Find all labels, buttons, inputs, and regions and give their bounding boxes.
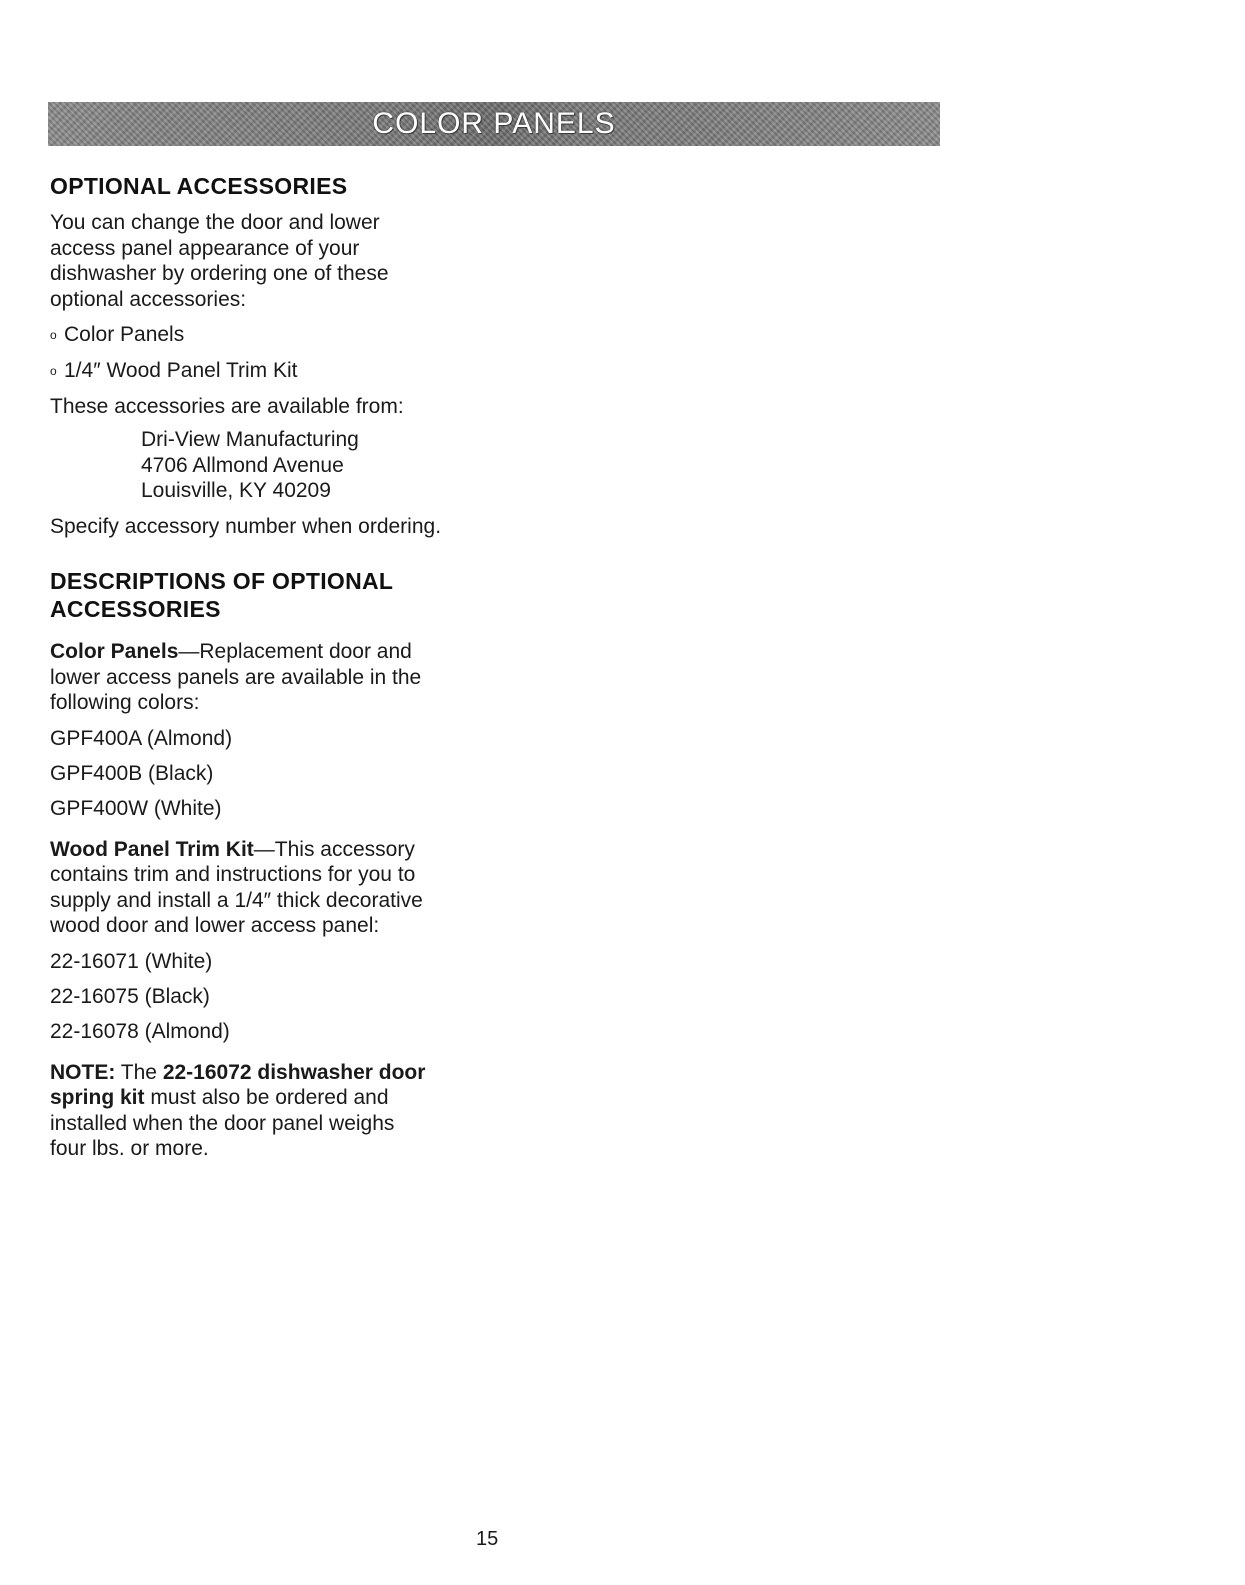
note-label: NOTE:: [50, 1060, 116, 1084]
intro-paragraph: You can change the door and lower access panel appearance of your dishwasher by ordering one of these optional accessories:: [50, 211, 389, 311]
wood-kit-label: Wood Panel Trim Kit: [50, 837, 254, 861]
spring-kit-name: spring kit: [50, 1086, 145, 1110]
page-number: 15: [476, 1528, 499, 1550]
available-from-text: These accessories are available from:: [50, 394, 404, 418]
bullet-item-color-panels: o Color Panels: [50, 323, 185, 346]
wood-kit-description: Wood Panel Trim Kit—This accessory contains trim and instructions for you to supply and install a 1/4″ thick decorative wood door and lower access panel:: [50, 837, 423, 938]
wood-kit-option-white: 22-16071 (White): [50, 949, 213, 973]
color-option-white: GPF400W (White): [50, 796, 222, 820]
wood-kit-option-almond: 22-16078 (Almond): [50, 1019, 230, 1043]
bullet-item-wood-trim-kit: o 1/4″ Wood Panel Trim Kit: [50, 358, 298, 382]
spring-kit-part-number: 22-16072 dishwasher door: [162, 1060, 426, 1084]
bullet-icon: o: [50, 363, 57, 378]
heading-optional-accessories: OPTIONAL ACCESSORIES: [50, 173, 348, 199]
color-option-black: GPF400B (Black): [50, 761, 214, 785]
content-column: [50, 172, 490, 1162]
color-panels-label: Color Panels: [50, 640, 179, 664]
color-panels-description: Color Panels—Replacement door and lower access panels are available in the following colors:: [50, 640, 422, 715]
wood-kit-option-black: 22-16075 (Black): [50, 984, 210, 1008]
color-option-almond: GPF400A (Almond): [50, 726, 233, 750]
bullet-icon: o: [50, 327, 57, 342]
note-paragraph: NOTE: The 22-16072 dishwasher door spring kit must also be ordered and installed when the door panel weighs four lbs. or more.: [50, 1060, 426, 1161]
banner-title: COLOR PANELS: [372, 107, 616, 140]
specify-text: Specify accessory number when ordering.: [50, 514, 442, 538]
manufacturer-address: Dri-View Manufacturing 4706 Allmond Avenue Louisville, KY 40209: [141, 428, 359, 503]
section-banner: [48, 102, 940, 146]
heading-descriptions: DESCRIPTIONS OF OPTIONAL ACCESSORIES: [50, 568, 394, 623]
